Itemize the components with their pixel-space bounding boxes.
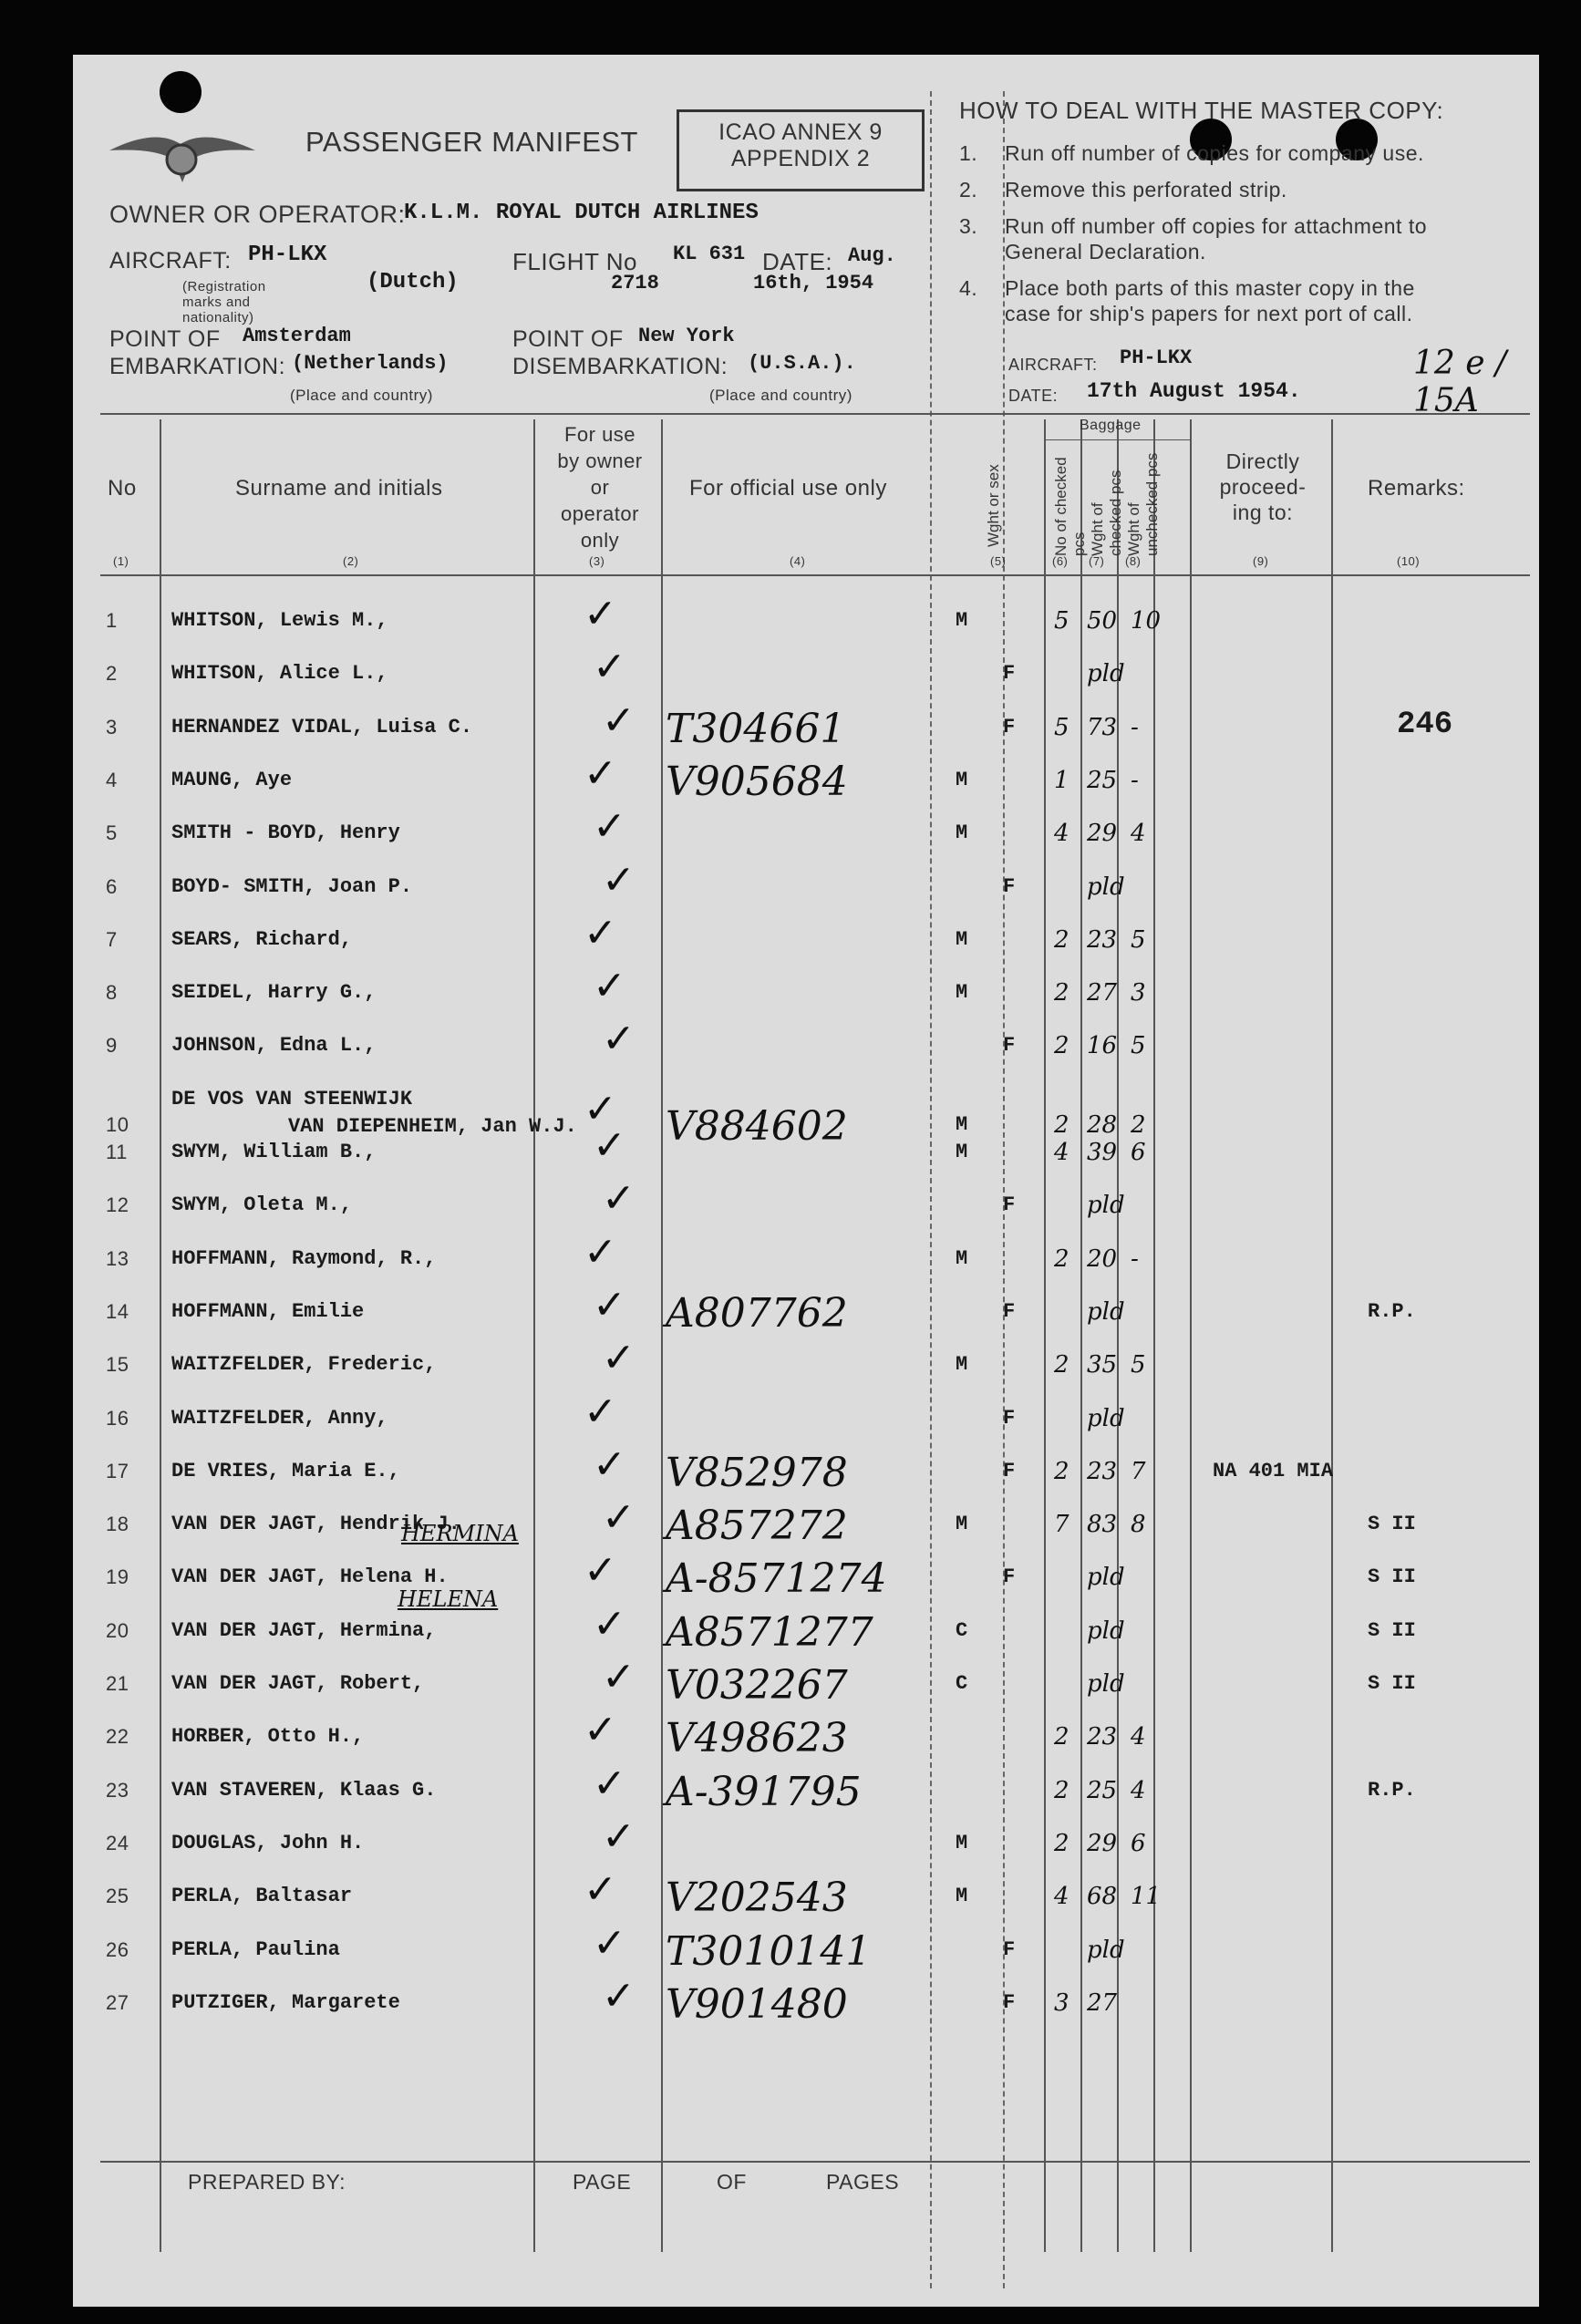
row-number: 19 bbox=[106, 1565, 129, 1589]
row-number: 27 bbox=[106, 1990, 129, 2014]
table-row bbox=[73, 1176, 1539, 1232]
passport-number: T3010141 bbox=[666, 1927, 872, 1975]
check-mark-icon: ✓ bbox=[602, 1973, 636, 2019]
table-row bbox=[73, 697, 1539, 754]
unchecked-weight: 10 bbox=[1131, 607, 1162, 635]
checked-pieces: 2 bbox=[1054, 1457, 1070, 1485]
right-date-value: 17th August 1954. bbox=[1087, 379, 1301, 403]
remarks: R.P. bbox=[1368, 1778, 1416, 1802]
row-number: 9 bbox=[106, 1034, 118, 1058]
check-mark-icon: ✓ bbox=[584, 1867, 617, 1913]
col-wght-unchecked: Wght of unchecked pcs bbox=[1125, 452, 1161, 556]
row-number: 23 bbox=[106, 1778, 129, 1802]
unchecked-weight: 6 bbox=[1131, 1139, 1146, 1166]
passenger-name: WAITZFELDER, Anny, bbox=[171, 1406, 388, 1430]
checked-weight: 83 bbox=[1087, 1511, 1118, 1539]
embark-label-2: EMBARKATION: bbox=[109, 354, 286, 379]
row-number: 4 bbox=[106, 768, 118, 791]
footer-rule bbox=[100, 2161, 1530, 2163]
col-num: (9) bbox=[1253, 554, 1269, 568]
col-num: (6) bbox=[1052, 554, 1069, 568]
embark-value-2: (Netherlands) bbox=[292, 352, 449, 375]
check-mark-icon: ✓ bbox=[602, 1176, 636, 1222]
check-mark-icon: ✓ bbox=[584, 1548, 617, 1594]
checked-weight: pld bbox=[1087, 1297, 1125, 1326]
embark-label-1: POINT OF bbox=[109, 326, 221, 352]
table-row bbox=[73, 1495, 1539, 1551]
checked-weight: 23 bbox=[1087, 1723, 1118, 1751]
icao-line2: APPENDIX 2 bbox=[730, 146, 871, 171]
row-number: 22 bbox=[106, 1725, 129, 1749]
passport-number: A8571277 bbox=[666, 1608, 873, 1656]
manifest-sheet bbox=[73, 55, 1539, 2307]
instruction-text: General Declaration. bbox=[1005, 240, 1206, 263]
unchecked-weight: 7 bbox=[1131, 1457, 1146, 1485]
instruction-num: 3. bbox=[959, 214, 978, 238]
row-number: 1 bbox=[106, 609, 118, 632]
passenger-name: DOUGLAS, John H. bbox=[171, 1831, 365, 1854]
instructions-heading: HOW TO DEAL WITH THE MASTER COPY: bbox=[959, 97, 1444, 124]
table-row bbox=[73, 966, 1539, 1019]
passenger-name: PUTZIGER, Margarete bbox=[171, 1990, 400, 2014]
row-number: 24 bbox=[106, 1831, 129, 1854]
remarks: S II bbox=[1368, 1565, 1416, 1589]
row-number: 8 bbox=[106, 981, 118, 1005]
unchecked-weight: - bbox=[1131, 1245, 1139, 1273]
unchecked-weight: 3 bbox=[1131, 979, 1146, 1007]
row-number: 12 bbox=[106, 1193, 129, 1217]
passenger-name: DE VRIES, Maria E., bbox=[171, 1459, 400, 1482]
table-row bbox=[73, 750, 1539, 807]
passenger-name: SWYM, William B., bbox=[171, 1141, 377, 1163]
passenger-name: SMITH - BOYD, Henry bbox=[171, 821, 400, 845]
checked-pieces: 4 bbox=[1054, 1883, 1070, 1911]
table-row bbox=[73, 594, 1539, 647]
table-row bbox=[73, 1710, 1539, 1763]
check-mark-icon: ✓ bbox=[602, 1336, 636, 1381]
date-value-line2: 16th, 1954 bbox=[753, 272, 874, 294]
table-row bbox=[73, 1973, 1539, 2030]
row-number: 13 bbox=[106, 1246, 129, 1270]
unchecked-weight: 5 bbox=[1131, 1032, 1146, 1060]
checked-weight: 73 bbox=[1087, 713, 1118, 741]
instruction-num: 1. bbox=[959, 141, 978, 165]
checked-weight: 68 bbox=[1087, 1883, 1118, 1911]
passenger-name: PERLA, Baltasar bbox=[171, 1885, 353, 1908]
checked-weight: 39 bbox=[1087, 1139, 1118, 1166]
checked-weight: pld bbox=[1087, 1670, 1125, 1698]
remarks: S II bbox=[1368, 1513, 1416, 1536]
check-mark-icon: ✓ bbox=[602, 697, 636, 743]
checked-weight: 50 bbox=[1087, 607, 1118, 635]
sex-female: F bbox=[1003, 1193, 1016, 1217]
prepared-by-label: PREPARED BY: bbox=[188, 2170, 346, 2194]
passport-number: V852978 bbox=[666, 1449, 848, 1496]
disembark-label-2: DISEMBARKATION: bbox=[512, 354, 728, 379]
remarks: S II bbox=[1368, 1672, 1416, 1695]
passenger-name: WAITZFELDER, Frederic, bbox=[171, 1353, 437, 1377]
page-label: PAGE bbox=[573, 2170, 632, 2194]
col-remarks: Remarks: bbox=[1368, 476, 1465, 501]
check-mark-icon: ✓ bbox=[584, 910, 617, 955]
col-owner-use-line: or bbox=[590, 476, 610, 499]
right-date-label: DATE: bbox=[1008, 387, 1059, 405]
place-country-2: (Place and country) bbox=[709, 387, 852, 404]
row-number: 16 bbox=[106, 1406, 129, 1430]
sex-male: M bbox=[956, 927, 968, 951]
checked-weight: pld bbox=[1087, 1564, 1125, 1592]
passenger-name: MAUNG, Aye bbox=[171, 768, 293, 791]
col-owner-use-line: by owner bbox=[557, 449, 643, 472]
pages-label: PAGES bbox=[826, 2170, 900, 2194]
flight-value: KL 631 bbox=[673, 243, 746, 265]
checked-weight: 28 bbox=[1087, 1110, 1118, 1139]
unchecked-weight: 11 bbox=[1131, 1883, 1162, 1911]
passport-number: V498623 bbox=[666, 1715, 848, 1762]
table-row bbox=[73, 1338, 1539, 1391]
passenger-name: HOFFMANN, Raymond, R., bbox=[171, 1246, 437, 1270]
row-number: 21 bbox=[106, 1672, 129, 1695]
aircraft-label: AIRCRAFT: bbox=[109, 248, 232, 274]
checked-pieces: 3 bbox=[1054, 1988, 1070, 2017]
sex-male: M bbox=[956, 1513, 968, 1536]
stamp-number: 246 bbox=[1397, 708, 1453, 742]
checked-weight: 25 bbox=[1087, 1776, 1118, 1804]
sex-male: C bbox=[956, 1672, 968, 1695]
sex-male: M bbox=[956, 1831, 968, 1854]
col-weight-sex: Wght or sex bbox=[985, 464, 1002, 547]
checked-pieces: 2 bbox=[1054, 1110, 1070, 1139]
instruction-text: case for ship's papers for next port of call. bbox=[1005, 302, 1413, 325]
checked-pieces: 4 bbox=[1054, 820, 1070, 848]
passport-number: A-391795 bbox=[666, 1768, 862, 1815]
checked-pieces: 2 bbox=[1054, 979, 1070, 1007]
unchecked-weight: - bbox=[1131, 713, 1139, 741]
col-wght-checked: Wght of checked pcs bbox=[1089, 470, 1124, 556]
icao-line1: ICAO ANNEX 9 bbox=[718, 119, 883, 145]
table-row bbox=[73, 910, 1539, 966]
instruction-num: 2. bbox=[959, 178, 978, 201]
col-num: (7) bbox=[1089, 554, 1105, 568]
handwritten-correction-hermina: HERMINA bbox=[401, 1521, 519, 1546]
checked-weight: 29 bbox=[1087, 820, 1118, 848]
remarks: S II bbox=[1368, 1618, 1416, 1642]
checked-pieces: 2 bbox=[1054, 1351, 1070, 1379]
row-number: 25 bbox=[106, 1885, 129, 1908]
table-row bbox=[73, 1601, 1539, 1658]
passport-number: V032267 bbox=[666, 1662, 848, 1709]
sex-male: M bbox=[956, 1885, 968, 1908]
of-label: OF bbox=[717, 2170, 747, 2194]
passenger-name: DE VOS VAN STEENWIJK bbox=[171, 1087, 413, 1110]
check-mark-icon: ✓ bbox=[593, 645, 626, 690]
disembark-label-1: POINT OF bbox=[512, 326, 624, 352]
table-row bbox=[73, 1867, 1539, 1923]
checked-weight: pld bbox=[1087, 1936, 1125, 1964]
row-number: 7 bbox=[106, 927, 118, 951]
checked-pieces: 2 bbox=[1054, 1829, 1070, 1857]
right-aircraft-label: AIRCRAFT: bbox=[1008, 356, 1098, 374]
sex-female: F bbox=[1003, 662, 1016, 686]
col-no-checked: No of checked pcs bbox=[1052, 457, 1088, 556]
date-value-line1: Aug. bbox=[848, 244, 896, 267]
check-mark-icon: ✓ bbox=[584, 750, 617, 796]
passenger-name: VAN DER JAGT, Helena H. bbox=[171, 1565, 449, 1589]
sex-male: M bbox=[956, 609, 968, 632]
sex-female: F bbox=[1003, 1565, 1016, 1589]
table-row bbox=[73, 1761, 1539, 1817]
table-row bbox=[73, 1229, 1539, 1286]
col-proceeding-line: Directly bbox=[1225, 449, 1300, 473]
passport-number: V901480 bbox=[666, 1980, 848, 2028]
checked-weight: 23 bbox=[1087, 1457, 1118, 1485]
checked-weight: 23 bbox=[1087, 925, 1118, 954]
table-row bbox=[73, 647, 1539, 700]
row-number: 20 bbox=[106, 1618, 129, 1642]
passenger-name: WHITSON, Lewis M., bbox=[171, 609, 388, 632]
sex-male: M bbox=[956, 1353, 968, 1377]
check-mark-icon: ✓ bbox=[593, 1920, 626, 1966]
row-number: 11 bbox=[106, 1141, 128, 1163]
passenger-name: JOHNSON, Edna L., bbox=[171, 1034, 377, 1058]
checked-weight: 27 bbox=[1087, 1988, 1118, 2017]
col-owner-use-line: operator bbox=[561, 502, 639, 525]
col-surname: Surname and initials bbox=[235, 476, 443, 501]
instruction-text: Run off number of copies for company use. bbox=[1005, 141, 1424, 165]
sex-female: F bbox=[1003, 1459, 1016, 1482]
col-num: (8) bbox=[1125, 554, 1142, 568]
table-row bbox=[73, 1073, 1539, 1150]
instruction-num: 4. bbox=[959, 276, 978, 300]
row-number: 6 bbox=[106, 874, 118, 898]
checked-pieces: 4 bbox=[1054, 1139, 1070, 1166]
row-number: 14 bbox=[106, 1299, 129, 1323]
check-mark-icon: ✓ bbox=[593, 1282, 626, 1327]
checked-pieces: 2 bbox=[1054, 1776, 1070, 1804]
check-mark-icon: ✓ bbox=[593, 1441, 626, 1487]
passenger-name: VAN DER JAGT, Robert, bbox=[171, 1672, 425, 1695]
unchecked-weight: 4 bbox=[1131, 1723, 1146, 1751]
owner-value: K.L.M. ROYAL DUTCH AIRLINES bbox=[404, 201, 759, 225]
unchecked-weight: 5 bbox=[1131, 1351, 1146, 1379]
sex-male: C bbox=[956, 1618, 968, 1642]
passport-number: A807762 bbox=[666, 1289, 848, 1337]
handwritten-note: 12 e / 15A bbox=[1413, 345, 1507, 419]
unchecked-weight: 4 bbox=[1131, 820, 1146, 848]
sex-female: F bbox=[1003, 1299, 1016, 1323]
table-row bbox=[73, 1441, 1539, 1498]
passenger-name-line2: VAN DIEPENHEIM, Jan W.J. bbox=[288, 1114, 577, 1138]
table-row bbox=[73, 1548, 1539, 1604]
unchecked-weight: 8 bbox=[1131, 1511, 1146, 1539]
passport-number: A-8571274 bbox=[666, 1555, 887, 1603]
check-mark-icon: ✓ bbox=[602, 857, 636, 903]
passenger-name: HERNANDEZ VIDAL, Luisa C. bbox=[171, 715, 473, 739]
unchecked-weight: 5 bbox=[1131, 925, 1146, 954]
page-title: PASSENGER MANIFEST bbox=[305, 126, 638, 158]
check-mark-icon: ✓ bbox=[584, 1708, 617, 1753]
checked-weight: pld bbox=[1087, 1616, 1125, 1645]
checked-pieces: 2 bbox=[1054, 1032, 1070, 1060]
embark-value-1: Amsterdam bbox=[243, 325, 351, 347]
col-num: (5) bbox=[990, 554, 1007, 568]
aircraft-nationality: (Dutch) bbox=[367, 270, 459, 294]
sex-female: F bbox=[1003, 1990, 1016, 2014]
passenger-table bbox=[73, 55, 1539, 2243]
col-no: No bbox=[108, 476, 137, 501]
col-num: (1) bbox=[113, 554, 129, 568]
handwritten-correction-helena: HELENA bbox=[398, 1586, 499, 1612]
checked-weight: 25 bbox=[1087, 766, 1118, 794]
registration-note: (Registration marks and nationality) bbox=[182, 279, 266, 325]
aircraft-value: PH-LKX bbox=[248, 243, 327, 267]
check-mark-icon: ✓ bbox=[584, 1389, 617, 1434]
destination: NA 401 MIA bbox=[1213, 1459, 1334, 1482]
remarks: R.P. bbox=[1368, 1299, 1416, 1323]
flight-label: FLIGHT No bbox=[512, 248, 637, 275]
checked-weight: 27 bbox=[1087, 979, 1118, 1007]
check-mark-icon: ✓ bbox=[602, 1813, 636, 1859]
sex-male: M bbox=[956, 981, 968, 1005]
table-row bbox=[73, 1655, 1539, 1710]
disembark-value-2: (U.S.A.). bbox=[748, 352, 856, 375]
checked-weight: pld bbox=[1087, 1404, 1125, 1432]
passport-number: V202543 bbox=[666, 1875, 848, 1922]
check-mark-icon: ✓ bbox=[593, 1761, 626, 1806]
col-baggage: Baggage bbox=[1080, 418, 1142, 433]
col-num: (10) bbox=[1397, 554, 1421, 568]
checked-pieces: 1 bbox=[1054, 766, 1070, 794]
row-number: 3 bbox=[106, 715, 118, 739]
checked-weight: 29 bbox=[1087, 1829, 1118, 1857]
flight-extra: 2718 bbox=[611, 272, 659, 294]
check-mark-icon: ✓ bbox=[593, 1601, 626, 1647]
passenger-name: HORBER, Otto H., bbox=[171, 1725, 365, 1749]
sex-female: F bbox=[1003, 1937, 1016, 1961]
check-mark-icon: ✓ bbox=[584, 592, 617, 636]
passenger-name: SEARS, Richard, bbox=[171, 927, 353, 951]
table-row bbox=[73, 1019, 1539, 1072]
checked-weight: pld bbox=[1087, 873, 1125, 901]
table-row bbox=[73, 1813, 1539, 1870]
right-aircraft-value: PH-LKX bbox=[1120, 346, 1193, 369]
checked-pieces: 2 bbox=[1054, 1245, 1070, 1273]
table-row bbox=[73, 804, 1539, 860]
passenger-name: BOYD- SMITH, Joan P. bbox=[171, 874, 413, 898]
check-mark-icon: ✓ bbox=[593, 964, 626, 1009]
col-owner-use-line: only bbox=[580, 529, 620, 552]
table-row bbox=[73, 857, 1539, 914]
passenger-name: WHITSON, Alice L., bbox=[171, 662, 388, 686]
unchecked-weight: 6 bbox=[1131, 1829, 1146, 1857]
table-row bbox=[73, 1920, 1539, 1977]
passenger-name: VAN STAVEREN, Klaas G. bbox=[171, 1778, 437, 1802]
checked-pieces: 5 bbox=[1054, 607, 1070, 635]
checked-pieces: 7 bbox=[1054, 1511, 1070, 1539]
passport-number: T304661 bbox=[666, 705, 846, 752]
checked-pieces: 2 bbox=[1054, 925, 1070, 954]
passenger-name: SEIDEL, Harry G., bbox=[171, 981, 377, 1005]
sex-female: F bbox=[1003, 874, 1016, 898]
check-mark-icon: ✓ bbox=[593, 804, 626, 850]
check-mark-icon: ✓ bbox=[602, 1495, 636, 1541]
checked-weight: pld bbox=[1087, 660, 1125, 688]
sex-female: F bbox=[1003, 1406, 1016, 1430]
col-proceeding-line: ing to: bbox=[1232, 501, 1294, 524]
place-country-1: (Place and country) bbox=[290, 387, 433, 404]
col-num: (2) bbox=[343, 554, 359, 568]
date-label: DATE: bbox=[762, 248, 833, 275]
checked-weight: 16 bbox=[1087, 1032, 1118, 1060]
checked-weight: 20 bbox=[1087, 1245, 1118, 1273]
check-mark-icon: ✓ bbox=[602, 1017, 636, 1062]
col-num: (4) bbox=[790, 554, 806, 568]
col-num: (3) bbox=[589, 554, 605, 568]
check-mark-icon: ✓ bbox=[602, 1655, 636, 1699]
row-number: 10 bbox=[106, 1112, 129, 1136]
sex-male: M bbox=[956, 1112, 968, 1136]
sex-male: M bbox=[956, 1141, 968, 1163]
passenger-name: VAN DER JAGT, Hermina, bbox=[171, 1618, 437, 1642]
check-mark-icon: ✓ bbox=[584, 1086, 617, 1131]
table-row bbox=[73, 1282, 1539, 1338]
passport-number: V884602 bbox=[666, 1102, 848, 1150]
passport-number: V905684 bbox=[666, 758, 848, 805]
passenger-name: SWYM, Oleta M., bbox=[171, 1193, 353, 1217]
row-number: 18 bbox=[106, 1513, 129, 1536]
row-number: 26 bbox=[106, 1937, 129, 1961]
passenger-name: VAN DER JAGT, Hendrik J. bbox=[171, 1513, 460, 1536]
checked-weight: 35 bbox=[1087, 1351, 1118, 1379]
check-mark-icon: ✓ bbox=[593, 1123, 626, 1168]
row-number: 15 bbox=[106, 1353, 129, 1377]
sex-male: M bbox=[956, 1246, 968, 1270]
sex-male: M bbox=[956, 821, 968, 845]
passport-number: A857272 bbox=[666, 1503, 848, 1550]
sex-male: M bbox=[956, 768, 968, 791]
row-number: 17 bbox=[106, 1459, 129, 1482]
checked-weight: pld bbox=[1087, 1192, 1125, 1220]
unchecked-weight: 4 bbox=[1131, 1776, 1146, 1804]
checked-pieces: 5 bbox=[1054, 713, 1070, 741]
sex-female: F bbox=[1003, 1034, 1016, 1058]
row-number: 2 bbox=[106, 662, 118, 686]
sex-female: F bbox=[1003, 715, 1016, 739]
instruction-text: Remove this perforated strip. bbox=[1005, 178, 1287, 201]
passenger-name: HOFFMANN, Emilie bbox=[171, 1299, 365, 1323]
disembark-value-1: New York bbox=[638, 325, 735, 347]
col-official: For official use only bbox=[689, 476, 887, 501]
unchecked-weight: - bbox=[1131, 766, 1139, 794]
col-owner-use-line: For use bbox=[563, 423, 636, 446]
checked-pieces: 2 bbox=[1054, 1723, 1070, 1751]
instruction-text: Place both parts of this master copy in the bbox=[1005, 276, 1415, 300]
row-number: 5 bbox=[106, 821, 118, 845]
unchecked-weight: 2 bbox=[1131, 1110, 1146, 1139]
table-row bbox=[73, 1389, 1539, 1445]
instruction-text: Run off number off copies for attachment to bbox=[1005, 214, 1428, 238]
passenger-name: PERLA, Paulina bbox=[171, 1937, 340, 1961]
col-proceeding-line: proceed- bbox=[1219, 475, 1307, 499]
owner-label: OWNER OR OPERATOR: bbox=[109, 201, 406, 228]
check-mark-icon: ✓ bbox=[584, 1229, 617, 1275]
